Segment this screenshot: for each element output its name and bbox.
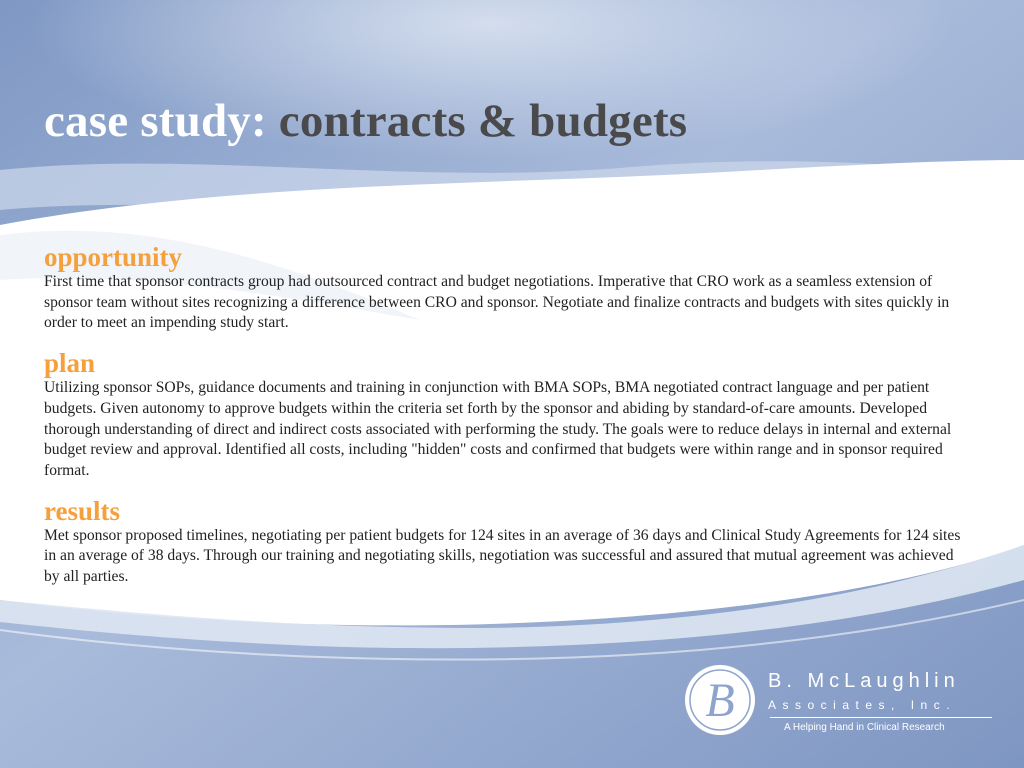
- logo-company-name: B. McLaughlin: [768, 670, 960, 692]
- logo-company-subtitle: Associates, Inc.: [768, 698, 957, 712]
- section-text-plan: Utilizing sponsor SOPs, guidance documents and training in conjunction with BMA SOPs, BMA negotiated contract language and per patient budgets. Given autonomy to approve budgets within the criteria set forth by the sponsor and abiding by standard-of-care amounts. Developed thorough understanding of direct and indirect costs associated with performing the study. The goals were to reduce delays in internal and external budget review and approval. Identified all costs, including "hidden" costs and confirmed that budgets were within range and in sponsor required format.: [44, 379, 952, 479]
- section-results: [44, 496, 964, 588]
- section-text-opportunity: First time that sponsor contracts group had outsourced contract and budget negotiations. Imperative that CRO work as a seamless extension of sponsor team without sites recognizing a difference between CRO and sponsor. Negotiate and finalize contracts and budgets with sites quickly in order to meet an impending study start.: [44, 273, 950, 332]
- slide-title: [44, 96, 687, 148]
- section-plan: [44, 348, 964, 482]
- content-area: [44, 242, 964, 602]
- section-heading-results: results: [44, 495, 121, 526]
- company-logo: [680, 662, 1010, 742]
- svg-text:B: B: [705, 674, 735, 727]
- section-opportunity: [44, 242, 964, 334]
- logo-tagline: A Helping Hand in Clinical Research: [784, 722, 945, 733]
- logo-mark-icon: [684, 664, 756, 736]
- section-heading-plan: plan: [44, 348, 96, 379]
- section-heading-opportunity: opportunity: [44, 242, 183, 272]
- logo-divider: [770, 717, 992, 718]
- title-prefix: case study:: [44, 95, 279, 147]
- section-text-results: Met sponsor proposed timelines, negotiating per patient budgets for 124 sites in an average of 36 days and Clinical Study Agreements for 124 sites in an average of 38 days. Through our training and negotiating skills, negotiation was successful and assured that mutual agreement was achieved by all parties.: [44, 526, 961, 586]
- title-main: contracts & budgets: [278, 95, 688, 147]
